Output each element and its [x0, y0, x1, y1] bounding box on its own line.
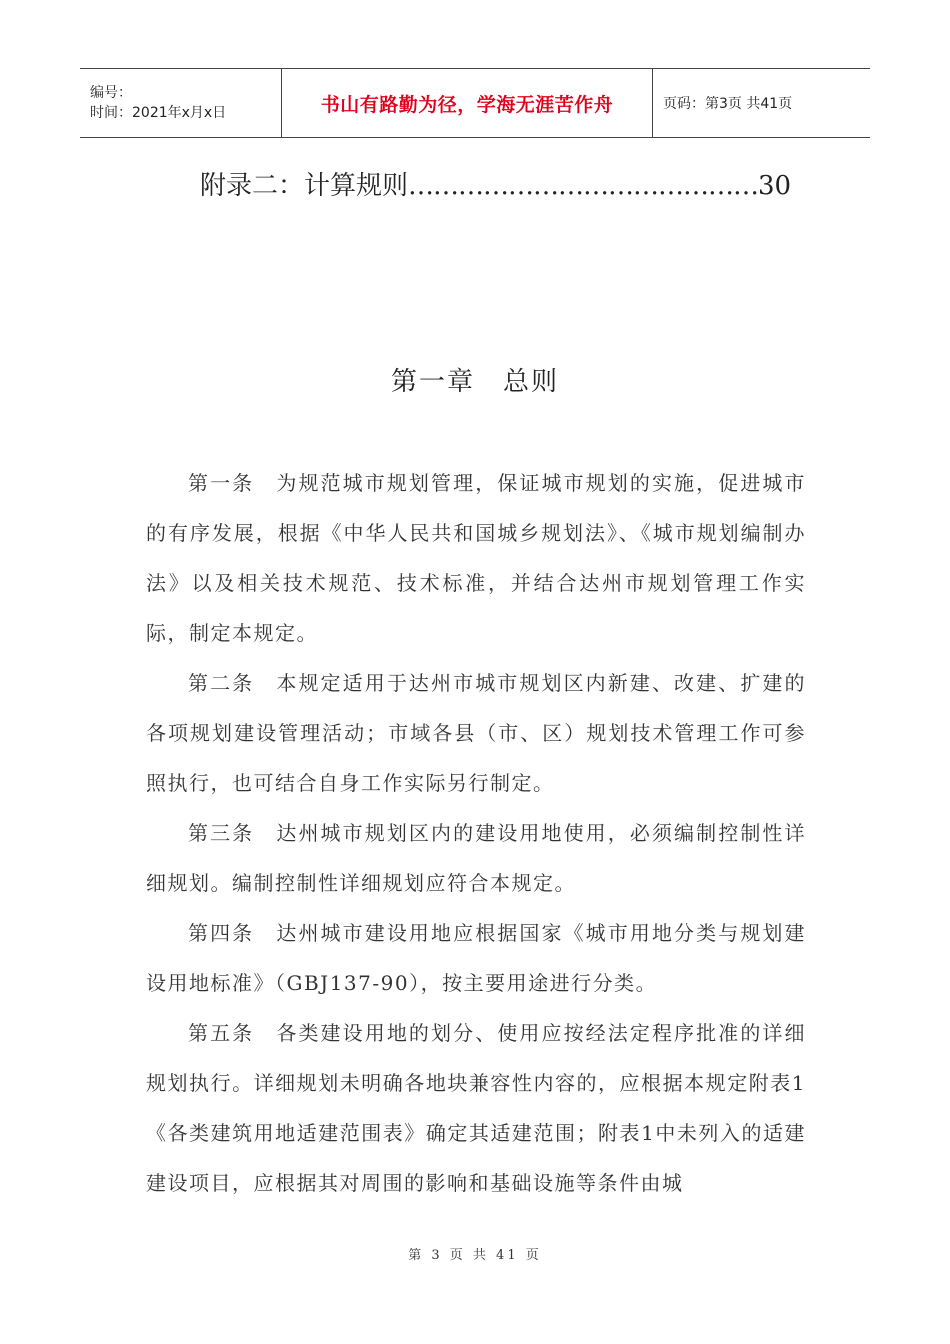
article-5: 第五条 各类建设用地的划分、使用应按经法定程序批准的详细规划执行。详细规划未明确各地块兼容性内容的，应根据本规定附表1《各类建筑用地适建范围表》确定其适建范围；附表1中未列入的适建建设项目，应根据其对周围的影响和基础设施等条件由城 [146, 1021, 806, 1195]
article-1: 第一条 为规范城市规划管理，保证城市规划的实施，促进城市的有序发展，根据《中华人民共和国城乡规划法》、《城市规划编制办法》以及相关技术规范、技术标准，并结合达州市规划管理工作实际，制定本规定。 [146, 471, 806, 645]
page-footer: 第 3 页 共 41 页 [408, 1248, 542, 1263]
toc-leader-dots: …………………………………… [408, 171, 759, 201]
header-meta [80, 69, 281, 137]
header-page-info: 页码：第3页 共41页 [663, 96, 793, 112]
time-label: 时间：2021年x月x日 [90, 105, 227, 121]
article-4: 第四条 达州城市建设用地应根据国家《城市用地分类与规划建设用地标准》（GBJ137-90），按主要用途进行分类。 [146, 921, 806, 995]
header-page-cell [653, 69, 870, 137]
toc-entry [200, 166, 825, 206]
document-header [80, 68, 870, 138]
article-2: 第二条 本规定适用于达州市城市规划区内新建、改建、扩建的各项规划建设管理活动；市域各县（市、区）规划技术管理工作可参照执行，也可结合自身工作实际另行制定。 [146, 671, 806, 795]
number-label: 编号： [90, 85, 132, 101]
toc-entry-title: 附录二：计算规则 [200, 171, 409, 201]
article-body [146, 458, 806, 1208]
header-motto: 书山有路勤为径，学海无涯苦作舟 [320, 93, 614, 116]
header-motto-cell [281, 69, 653, 137]
chapter-title: 第一章 总则 [390, 367, 559, 397]
article-3: 第三条 达州城市规划区内的建设用地使用，必须编制控制性详细规划。编制控制性详细规划应符合本规定。 [146, 821, 806, 895]
toc-page-number: 30 [758, 171, 792, 201]
